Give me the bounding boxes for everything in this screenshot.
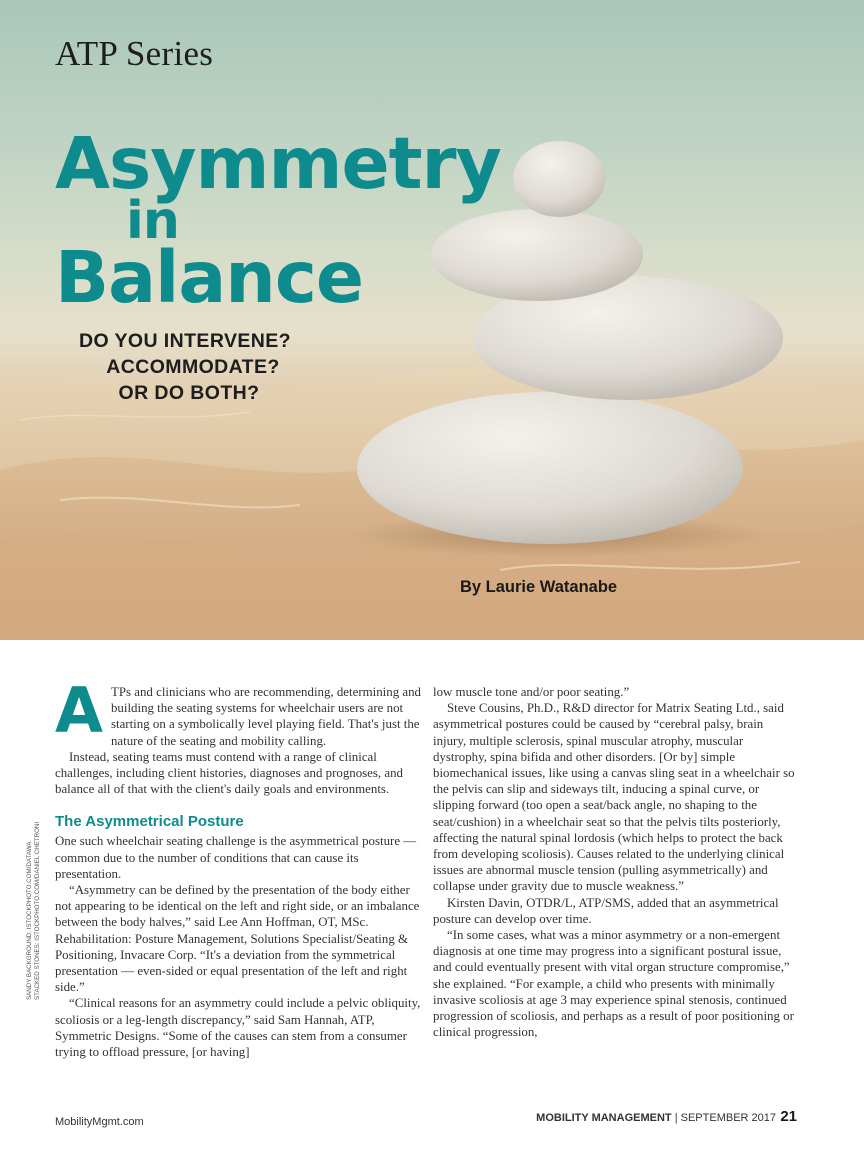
credit-line-1: SANDY BACKGROUND: ISTOCKPHOTO.COM/DATAWA: [26, 841, 33, 1000]
paragraph-1: TPs and clinicians who are recommending, determining and building the seating systems for wheelchair users are not starting on a symbolically level playing field. That's just the nature of the seating and mobility calling.: [110, 685, 421, 748]
folio-separator: |: [671, 1112, 681, 1124]
paragraph-6: low muscle tone and/or poor seating.”: [433, 685, 630, 699]
credit-line-2: STACKED STONES: ISTOCKPHOTO.COM/DANIEL CHETRONI: [34, 821, 41, 1000]
stacked-stones-image: [340, 130, 810, 560]
paragraph-7: Steve Cousins, Ph.D., R&D director for Matrix Seating Ltd., said asymmetrical postures could be caused by “cerebral palsy, brain injury, multiple sclerosis, spinal muscular atrophy, muscular dystrophy, spina bifida and other disorders. [Or by] simple biomechanical issues, like using a canvas sling seat in a wheelchair so the pelvis can slip and sideways tilt, inducing a spinal curve, or slipping forward (too open a seat/back angle, no shaping to the seat/cushion) in a wheelchair seat so that the pelvis tilts posteriorly, affecting the natural spinal lordosis (which helps to protect the back from developing scoliosis). Causes related to the underlying clinical issues are abnormal muscle tension (pulling asymmetrically) and collapse under gravity due to muscle weakness.”: [433, 701, 795, 894]
paragraph-9: “In some cases, what was a minor asymmetry or a non-emergent diagnosis at one time may progress into a significant postural issue, and could eventually present with vital organ structure compromise,” she explained. “For example, a child who presents with minimally invasive scoliosis at age 3 may experience spinal stenosis, continued progression of scoliosis, and perhaps as a result of poor positioning or clinical progression,: [433, 928, 794, 1040]
drop-cap: A: [55, 674, 103, 747]
deck-line-3: OR DO BOTH?: [118, 382, 260, 404]
paragraph-3: One such wheelchair seating challenge is the asymmetrical posture — common due to the number of conditions that can cause its presentation.: [55, 834, 417, 881]
paragraph-5: “Clinical reasons for an asymmetry could include a pelvic obliquity, scoliosis or a leg-length discrepancy,” said Sam Hannah, ATP, Symmetric Designs. “Some of the causes can stem from a consumer trying to offload pressure, [or having]: [55, 996, 421, 1060]
website-link[interactable]: MobilityMgmt.com: [55, 1116, 144, 1128]
article-column-right: [433, 684, 799, 1040]
folio: [536, 1112, 776, 1124]
page-number: 21: [780, 1108, 797, 1125]
issue-date: SEPTEMBER 2017: [680, 1112, 776, 1124]
article-column-left: [55, 674, 421, 1060]
byline: By Laurie Watanabe: [460, 578, 618, 596]
paragraph-2: Instead, seating teams must contend with a range of clinical challenges, including client histories, diagnoses and prognoses, and balance all of that with the client's daily goals and environments.: [55, 749, 403, 797]
magazine-name: MOBILITY MANAGEMENT: [536, 1112, 672, 1124]
title-line-1: Asymmetry: [55, 122, 501, 205]
paragraph-8: Kirsten Davin, OTDR/L, ATP/SMS, added that an asymmetrical posture can develop over time.: [433, 895, 779, 926]
photo-credits: [26, 821, 44, 1000]
subhead: The Asymmetrical Posture: [55, 813, 244, 831]
series-label: ATP Series: [55, 34, 214, 73]
deck-line-1: DO YOU INTERVENE?: [79, 330, 291, 352]
paragraph-4: “Asymmetry can be defined by the presentation of the body either not appearing to be identical on the left and right side, or an imbalance between the body halves,” said Lee Ann Hoffman, OT, MSc. Rehabilitation: Posture Management, Solutions Specialist/Seating & Positioning, Invacare Corp. “It's a deviation from the symmetrical presentation — even-sided or equal presentation of the left and right side.”: [55, 883, 420, 995]
title-line-2: in: [126, 191, 179, 251]
title-line-3: Balance: [55, 236, 364, 319]
deck-line-2: ACCOMMODATE?: [106, 356, 280, 378]
